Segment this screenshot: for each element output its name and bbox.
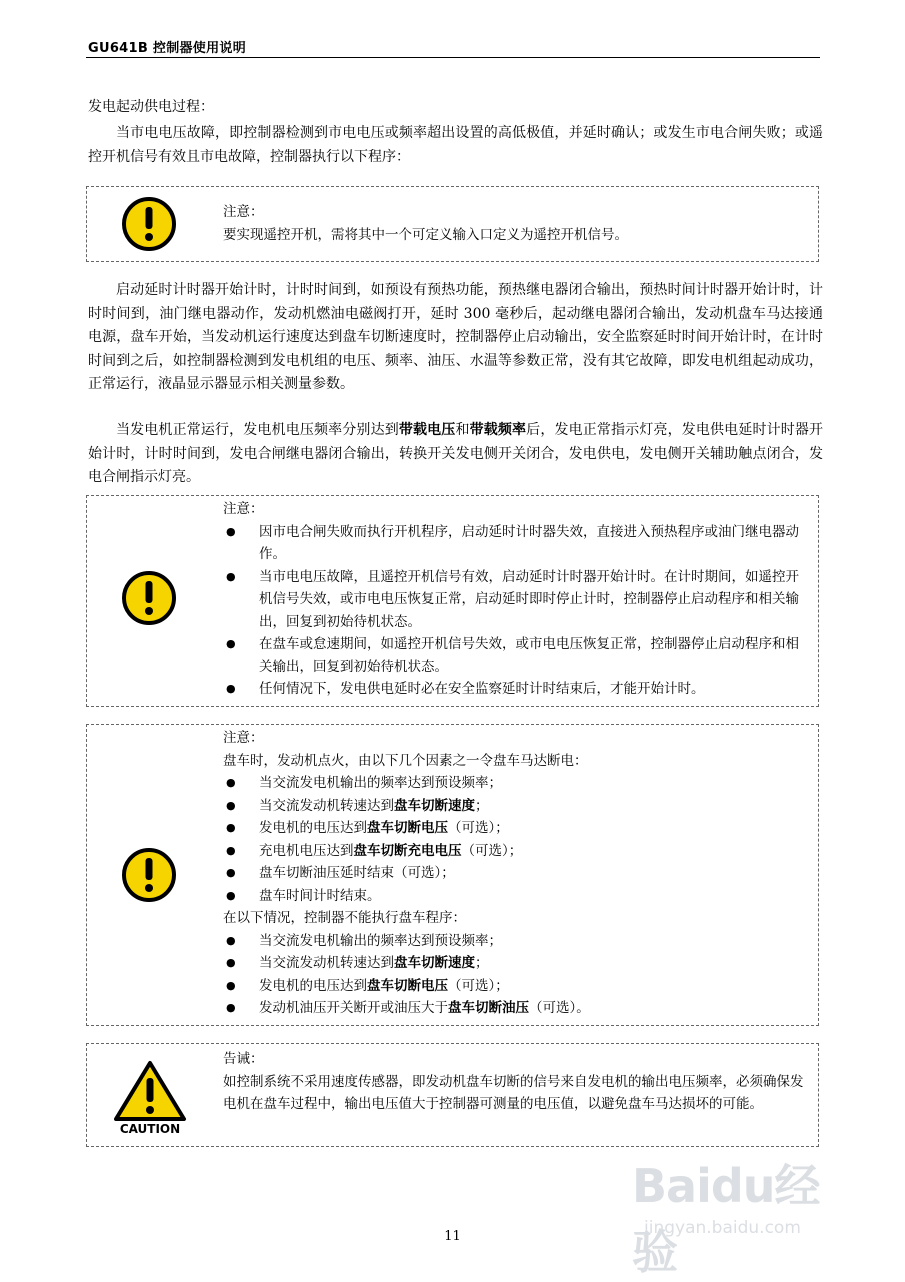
caution-box (86, 1043, 819, 1147)
caution-triangle-icon (112, 1057, 188, 1139)
note-mid-text: 在以下情况，控制器不能执行盘车程序： (223, 910, 466, 926)
note-title: 注意： (223, 730, 264, 746)
crank-disconnect-list (223, 772, 812, 907)
warning-circle-icon (121, 847, 177, 903)
loaded-frequency-term: 带载频率 (469, 422, 527, 438)
para3-text-3: 后，发电正常指示灯亮，发电供电延时计时器开始计时，计时时间到，发电合闸继电器闭合输出，转换开关发电侧开关闭合，发电供电，发电侧开关辅助触点闭合，发电合闸指示灯亮。 (88, 422, 824, 485)
warning-circle-icon (121, 196, 177, 252)
list-item: ● 盘车切断油压延时结束（可选）； (223, 862, 812, 885)
document-header-title: GU641B 控制器使用说明 (88, 41, 246, 56)
watermark-url: jingyan.baidu.com (644, 1218, 801, 1238)
note-title: 注意： (223, 501, 264, 517)
list-item: ● 发动机油压开关断开或油压大于盘车切断油压（可选）。 (223, 997, 812, 1020)
generator-supply-paragraph (88, 419, 823, 490)
watermark-logo: Baidu经验 (632, 1159, 820, 1279)
list-item: ● 当交流发电机输出的频率达到预设频率； (223, 772, 812, 795)
page-number: 11 (444, 1229, 461, 1244)
caution-title: 告诫： (223, 1051, 264, 1067)
caution-text: 如控制系统不采用速度传感器，即发动机盘车切断的信号来自发电机的输出电压频率，必须确保发电机在盘车过程中，输出电压值大于控制器可测量的电压值，以避免盘车马达损坏的可能。 (223, 1073, 804, 1112)
warning-circle-icon (121, 570, 177, 626)
list-item: ● 当市电电压故障，且遥控开机信号有效，启动延时计时器开始计时。在计时期间，如遥控开机信号失效，或市电电压恢复正常，启动延时即时停止计时，控制器停止启动程序和相关输出，回复到初始待机状态。 (223, 566, 812, 634)
list-item: ● 在盘车或怠速期间，如遥控开机信号失效，或市电电压恢复正常，控制器停止启动程序和相关输出，回复到初始待机状态。 (223, 633, 812, 678)
note-box-remote-start (86, 186, 819, 262)
header-divider (86, 57, 820, 58)
note-bullet-list (223, 521, 812, 701)
caution-label: CAUTION (119, 1122, 181, 1136)
note-box-crank-disconnect (86, 724, 819, 1026)
list-item: ● 因市电合闸失败而执行开机程序，启动延时计时器失效，直接进入预热程序或油门继电器动作。 (223, 521, 812, 566)
section-title: 发电起动供电过程： (88, 99, 214, 115)
para3-text-2: 和 (455, 422, 470, 438)
intro-paragraph: 当市电电压故障，即控制器检测到市电电压或频率超出设置的高低极值，并延时确认；或发生市电合闸失败；或遥控开机信号有效且市电故障，控制器执行以下程序： (88, 125, 823, 165)
note-intro: 盘车时，发动机点火，由以下几个因素之一令盘车马达断电： (223, 752, 588, 769)
para3-text-1: 当发电机正常运行，发电机电压频率分别达到 (116, 422, 399, 438)
list-item: ● 当交流发电机输出的频率达到预设频率； (223, 930, 812, 953)
list-item: ● 当交流发动机转速达到盘车切断速度； (223, 952, 812, 975)
startup-sequence-paragraph: 启动延时计时器开始计时，计时时间到，如预设有预热功能，预热继电器闭合输出，预热时间计时器开始计时，计时时间到，油门继电器动作，发动机燃油电磁阀打开，延时 300 毫秒后，起动继电器闭合输出，发动机盘车马达接通电源，盘车开始，当发动机运行速度达到盘车切断速度时，控制器停止启动输出，安全监察延时时间开始计时，在计时时间到之后，如控制器检测到发电机组的电压、频率、油压、水温等参数正常，没有其它故障，即发电机组起动成功，正常运行，液晶显示器显示相关测量参数。 (88, 282, 823, 392)
list-item: ● 充电机电压达到盘车切断充电电压（可选）； (223, 840, 812, 863)
list-item: ● 发电机的电压达到盘车切断电压（可选）； (223, 817, 812, 840)
list-item: ● 当交流发动机转速达到盘车切断速度； (223, 795, 812, 818)
list-item: ● 发电机的电压达到盘车切断电压（可选）； (223, 975, 812, 998)
note-title: 注意： (223, 204, 264, 220)
crank-inhibit-list (223, 930, 812, 1020)
list-item: ● 任何情况下，发电供电延时必在安全监察延时计时结束后，才能开始计时。 (223, 678, 812, 701)
list-item: ● 盘车时间计时结束。 (223, 885, 812, 908)
note-text: 要实现遥控开机，需将其中一个可定义输入口定义为遥控开机信号。 (223, 226, 628, 243)
note-box-startup-conditions (86, 495, 819, 707)
loaded-voltage-term: 带载电压 (398, 422, 456, 438)
